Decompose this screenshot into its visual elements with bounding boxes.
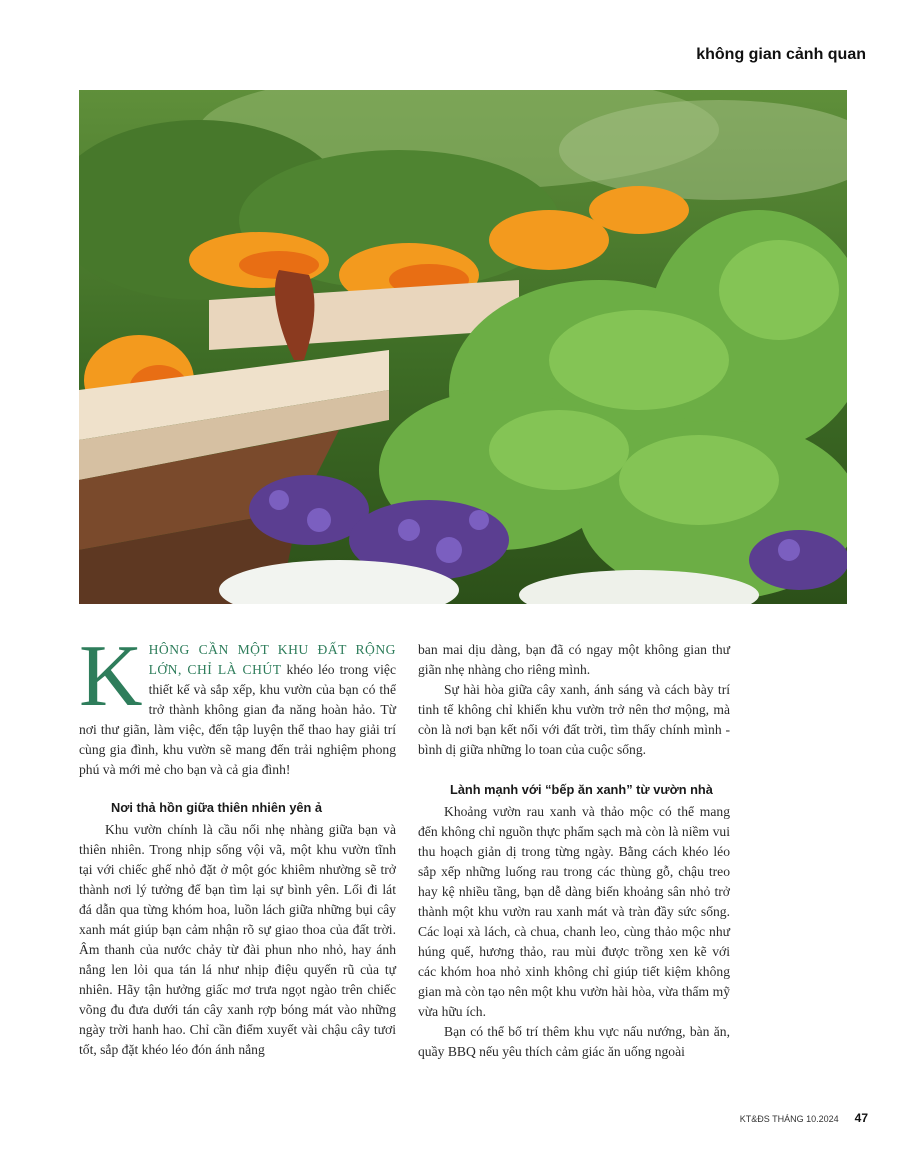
drop-cap: K: [79, 628, 143, 725]
page-number: 47: [854, 1111, 868, 1125]
paragraph-gap: [418, 760, 730, 780]
lead-caps: HÔNG CẦN MỘT KHU ĐẤT RỘNG LỚN, CHỈ LÀ CHÚT: [148, 642, 396, 677]
subhead-green-kitchen: Lành mạnh với “bếp ăn xanh” từ vườn nhà: [450, 782, 713, 797]
paragraph-green-kitchen: Khoảng vườn rau xanh và thảo mộc có thể mang đến không chỉ nguồn thực phẩm sạch mà còn là niềm vui thu hoạch giản dị trong từng ngày. Bằng cách khéo léo sắp xếp những luống rau trong các thùng gỗ, chậu treo hay kệ nhiều tầng, bạn dễ dàng biến khoảng sân nhỏ trở thành một khu vườn rau xanh mát và tràn đầy sức sống. Các loại xà lách, cà chua, chanh leo, cùng thảo mộc như húng quế, hương thảo, rau mùi được trồng xen kẽ với các khóm hoa nhỏ xinh không chỉ giúp tiết kiệm không gian mà còn tạo nên một khu vườn hài hòa, vừa thẩm mỹ vừa hữu ích.: [418, 804, 730, 1019]
paragraph-nature: Khu vườn chính là cầu nối nhẹ nhàng giữa bạn và thiên nhiên. Trong nhịp sống vội vã, một khu vườn tĩnh tại với chiếc ghế nhỏ đặt ở một góc khiêm nhường sẽ trở thành nơi lý tưởng để bạn tìm lại sự bình yên. Lối đi lát đá dẫn qua từng khóm hoa, luồn lách giữa những bụi cây xanh mát giúp bạn cảm nhận rõ sự giao thoa của đất trời. Âm thanh của nước chảy từ đài phun nho nhỏ, hay ánh nắng len lỏi qua tán lá như nhịp điệu quyến rũ của tự nhiên. Hãy tận hưởng giấc mơ trưa ngọt ngào trên chiếc võng đu đưa dưới tán cây xanh rợp bóng mát vào những ngày trời hanh hao. Chỉ cần điểm xuyết vài chậu cây tươi tốt, sắp đặt khéo léo đón ánh nắng: [79, 822, 396, 1057]
article-column-right: [418, 640, 730, 1062]
issue-label: KT&ĐS THÁNG 10.2024: [739, 1114, 839, 1124]
garden-photo: [79, 90, 847, 604]
article-column-left: [79, 628, 396, 1060]
paragraph-bbq: Bạn có thể bố trí thêm khu vực nấu nướng, bàn ăn, quầy BBQ nếu yêu thích cảm giác ăn uống ngoài: [418, 1024, 730, 1059]
subhead-nature: Nơi thả hồn giữa thiên nhiên yên ả: [111, 800, 323, 815]
paragraph-continued: ban mai dịu dàng, bạn đã có ngay một không gian thư giãn nhẹ nhàng cho riêng mình.: [418, 642, 730, 677]
page-footer: [740, 1111, 868, 1125]
garden-photo-icon: [79, 90, 847, 604]
paragraph-harmony: Sự hài hòa giữa cây xanh, ánh sáng và cách bày trí tinh tế không chỉ khiến khu vườn trở nên thơ mộng, mà còn là nơi bạn kết nối với đất trời, tìm thấy chính mình - bình dị giữa những lo toan của cuộc sống.: [418, 682, 730, 757]
lead-paragraph: khéo léo trong việc thiết kế và sắp xếp, khu vườn của bạn có thể trở thành không gian đa năng hoàn hảo. Từ nơi thư giãn, làm việc, đến tập luyện thể thao hay giải trí cùng gia đình, khu vườn sẽ mang đến trải nghiệm phong phú và mới mẻ cho bạn và cả gia đình!: [79, 662, 396, 777]
section-label: không gian cảnh quan: [696, 46, 866, 63]
